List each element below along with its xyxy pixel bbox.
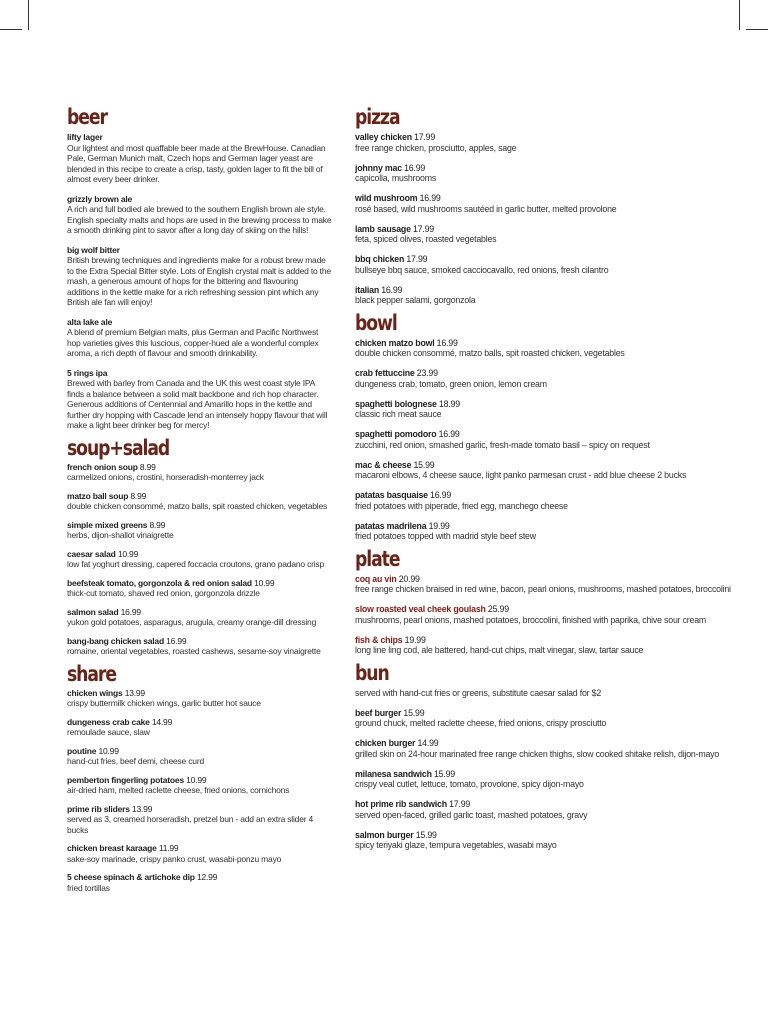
item-price: 12.99 bbox=[196, 872, 218, 882]
item-desc: hand-cut fries, beef demi, cheese curd bbox=[67, 756, 204, 766]
item-desc: spicy teriyaki glaze, tempura vegetables, wasabi mayo bbox=[355, 840, 557, 850]
crop-mark bbox=[739, 0, 740, 30]
item-price: 13.99 bbox=[131, 803, 153, 814]
item-name: coq au vin bbox=[355, 573, 397, 584]
item-desc: mushrooms, pearl onions, mashed potatoes, broccolini, finished with paprika, chive sour cream bbox=[355, 614, 707, 625]
item-name: dungeness crab cake bbox=[67, 716, 150, 727]
menu-item bbox=[355, 285, 750, 306]
menu-item bbox=[355, 460, 750, 481]
item-desc: carmelized onions, crostini, horseradish-monterrey jack bbox=[67, 472, 264, 482]
item-desc: long line ling cod, ale battered, hand-cut chips, malt vinegar, slaw, tartar sauce bbox=[355, 645, 644, 655]
menu-item bbox=[355, 769, 750, 790]
item-price: 8.99 bbox=[130, 490, 147, 501]
menu-item bbox=[67, 520, 332, 541]
item-price: 17.99 bbox=[414, 132, 436, 142]
menu-item bbox=[355, 635, 750, 656]
item-price: 15.99 bbox=[433, 768, 455, 779]
item-name: johnny mac bbox=[355, 162, 402, 173]
item-desc: bullseye bbq sauce, smoked cacciocavallo, red onions, fresh cilantro bbox=[355, 264, 609, 275]
item-price: 17.99 bbox=[412, 223, 434, 234]
item-name: fish & chips bbox=[355, 634, 403, 645]
menu-item bbox=[355, 338, 750, 359]
item-name: salmon salad bbox=[67, 606, 119, 617]
menu-item bbox=[355, 521, 750, 542]
item-name: chicken matzo bowl bbox=[355, 337, 435, 348]
section-title-pizza: pizza bbox=[355, 105, 400, 129]
item-price: 15.99 bbox=[415, 829, 437, 840]
item-price: 16.99 bbox=[381, 284, 403, 295]
crop-mark bbox=[28, 0, 29, 30]
item-price: 16.99 bbox=[438, 429, 460, 439]
menu-item bbox=[355, 830, 750, 851]
section-title-beer: beer bbox=[67, 105, 107, 129]
item-desc: crispy veal cutlet, lettuce, tomato, provolone, spicy dijon-mayo bbox=[355, 779, 584, 789]
item-name: hot prime rib sandwich bbox=[355, 799, 447, 809]
item-price: 10.99 bbox=[186, 774, 207, 785]
item-name: pemberton fingerling potatoes bbox=[67, 774, 184, 785]
menu-item bbox=[67, 368, 332, 431]
crop-mark bbox=[0, 29, 22, 30]
item-name: beefsteak tomato, gorgonzola & red onion salad bbox=[67, 577, 252, 588]
section-plate bbox=[355, 546, 750, 656]
item-price: 17.99 bbox=[406, 254, 428, 264]
menu-item bbox=[67, 688, 332, 709]
item-price: 16.99 bbox=[430, 490, 452, 500]
item-desc: free range chicken, prosciutto, apples, sage bbox=[355, 142, 517, 153]
section-title-plate: plate bbox=[355, 546, 400, 571]
item-desc: macaroni elbows, 4 cheese sauce, light panko parmesan crust - add blue cheese 2 bucks bbox=[355, 470, 687, 480]
menu-left-column bbox=[67, 100, 332, 893]
item-name: valley chicken bbox=[355, 132, 412, 142]
item-desc: dungeness crab, tomato, green onion, lemon cream bbox=[355, 378, 547, 389]
section-intro bbox=[355, 688, 750, 699]
menu-item bbox=[355, 604, 750, 625]
item-desc: fried potatoes topped with madrid style beef stew bbox=[355, 531, 536, 541]
item-desc: fried tortillas bbox=[67, 882, 110, 893]
menu-item bbox=[355, 399, 750, 420]
menu-item bbox=[67, 549, 332, 570]
item-name: crab fettuccine bbox=[355, 368, 415, 378]
item-price: 11.99 bbox=[158, 843, 179, 853]
item-desc: ground chuck, melted raclette cheese, fried onions, crispy prosciutto bbox=[355, 718, 607, 728]
item-name: beef burger bbox=[355, 707, 402, 718]
item-price: 10.99 bbox=[117, 548, 139, 559]
item-name: milanesa sandwich bbox=[355, 768, 432, 779]
item-desc: crispy buttermilk chicken wings, garlic butter hot sauce bbox=[67, 698, 261, 708]
item-name: poutine bbox=[67, 745, 97, 756]
item-desc: served as 3, creamed horseradish, pretzel bun - add an extra slider 4 bucks bbox=[67, 814, 314, 835]
menu-item bbox=[355, 254, 750, 275]
item-desc: classic rich meat sauce bbox=[355, 409, 442, 419]
menu-item bbox=[67, 607, 332, 628]
item-desc: double chicken consommé, matzo balls, spit roasted chicken, vegetables bbox=[355, 348, 625, 358]
item-name: patatas madrilena bbox=[355, 520, 427, 531]
item-name: grizzly brown ale bbox=[67, 193, 133, 204]
item-desc: low fat yoghurt dressing, capered foccacia croutons, grano padano crisp bbox=[67, 559, 325, 569]
item-desc: Our lightest and most quaffable beer made at the BrewHouse. Canadian Pale, German Munich malt, Czech hops and German lager yeast are blended in this recipe to create a crisp, tasty, golden lager to fit the bill of almost every beer drinker. bbox=[67, 142, 326, 184]
item-name: chicken burger bbox=[355, 738, 416, 748]
item-name: simple mixed greens bbox=[67, 519, 148, 530]
menu-item bbox=[67, 872, 332, 893]
item-name: spaghetti bolognese bbox=[355, 398, 437, 409]
item-price: 25.99 bbox=[487, 604, 509, 614]
item-price: 14.99 bbox=[417, 738, 439, 748]
item-desc: sake-soy marinade, crispy panko crust, wasabi-ponzu mayo bbox=[67, 853, 282, 864]
item-name: lifty lager bbox=[67, 132, 103, 142]
item-desc: A blend of premium Belgian malts, plus German and Pacific Northwest hop varieties gives this luscious, copper-hued ale a wonderful complex aroma, a rich depth of flavour and smooth drinkability. bbox=[67, 327, 319, 358]
section-title-bun: bun bbox=[355, 660, 389, 685]
item-name: italian bbox=[355, 284, 380, 295]
menu-item bbox=[67, 578, 332, 599]
item-name: 5 cheese spinach & artichoke dip bbox=[67, 872, 195, 882]
section-bowl bbox=[355, 310, 750, 542]
item-name: patatas basquaise bbox=[355, 490, 428, 500]
item-name: lamb sausage bbox=[355, 223, 411, 234]
section-pizza bbox=[355, 104, 750, 306]
menu-item bbox=[67, 804, 332, 836]
item-name: salmon burger bbox=[355, 829, 414, 840]
menu-item bbox=[355, 490, 750, 511]
item-desc: fried potatoes with piperade, fried egg, manchego cheese bbox=[355, 500, 568, 511]
item-desc: British brewing techniques and ingredients make for a robust brew made to the Extra Special Bitter style. Lots of English crystal malt is added to the mash, a generous amount of hops for the bittering and flavouring additions in the kettle make for a rich refreshing session pint which any British ale fan will enjoy! bbox=[67, 255, 331, 307]
menu-item bbox=[355, 708, 750, 729]
item-name: bbq chicken bbox=[355, 254, 405, 264]
item-price: 13.99 bbox=[124, 687, 145, 698]
crop-mark bbox=[746, 29, 768, 30]
item-desc: air-dried ham, melted raclette cheese, fried onions, cornichons bbox=[67, 785, 290, 795]
section-soup-salad bbox=[67, 435, 332, 657]
item-name: wild mushroom bbox=[355, 193, 418, 203]
item-name: slow roasted veal cheek goulash bbox=[355, 604, 486, 614]
menu-item bbox=[67, 491, 332, 512]
item-name: prime rib sliders bbox=[67, 803, 130, 814]
item-desc: zucchini, red onion, smashed garlic, fresh-made tomato basil – spicy on request bbox=[355, 439, 650, 450]
menu-item bbox=[67, 775, 332, 796]
section-title-soup-salad: soup+salad bbox=[67, 435, 170, 460]
item-name: chicken breast karaage bbox=[67, 843, 157, 853]
menu-item bbox=[355, 224, 750, 245]
menu-item bbox=[355, 429, 750, 450]
item-desc: A rich and full bodied ale brewed to the southern English brown ale style. English specialty malts and hops are used in the brewing process to make a smooth drinking pint to savor after a long day of skiing on the hills! bbox=[67, 204, 332, 235]
item-price: 16.99 bbox=[436, 337, 458, 348]
item-desc: romaine, oriental vegetables, roasted cashews, sesame-soy vinaigrette bbox=[67, 646, 321, 656]
item-desc: black pepper salami, gorgonzola bbox=[355, 295, 476, 305]
item-price: 23.99 bbox=[416, 368, 438, 378]
menu-item bbox=[355, 163, 750, 184]
item-name: bang-bang chicken salad bbox=[67, 635, 164, 646]
item-price: 17.99 bbox=[449, 799, 471, 809]
item-name: 5 rings ipa bbox=[67, 367, 108, 378]
item-desc: rosé based, wild mushrooms sautéed in garlic butter, melted provolone bbox=[355, 203, 617, 214]
menu-item bbox=[67, 132, 332, 185]
item-desc: double chicken consommé, matzo balls, spit roasted chicken, vegetables bbox=[67, 501, 328, 511]
bun-intro-text: served with hand-cut fries or greens, substitute caesar salad for $2 bbox=[355, 687, 602, 698]
item-price: 18.99 bbox=[438, 398, 460, 409]
item-name: chicken wings bbox=[67, 687, 123, 698]
item-price: 15.99 bbox=[413, 459, 435, 470]
section-bun bbox=[355, 660, 750, 851]
item-price: 10.99 bbox=[98, 745, 119, 756]
section-beer bbox=[67, 104, 332, 431]
item-desc: grilled skin on 24-hour marinated free range chicken thighs, slow cooked shitake relish, dijon-mayo bbox=[355, 748, 720, 759]
item-desc: feta, spiced olives, roasted vegetables bbox=[355, 234, 497, 244]
item-name: spaghetti pomodoro bbox=[355, 429, 437, 439]
menu-item bbox=[67, 245, 332, 308]
menu-right-column bbox=[355, 100, 750, 851]
item-price: 19.99 bbox=[404, 634, 426, 645]
item-price: 19.99 bbox=[428, 520, 450, 531]
menu-item bbox=[355, 132, 750, 153]
item-name: matzo ball soup bbox=[67, 490, 129, 501]
item-price: 10.99 bbox=[254, 577, 275, 588]
item-desc: Brewed with barley from Canada and the UK this west coast style IPA finds a balance between a solid malt backbone and rich hop character. Generous additions of Centennial and Amarillo hops in the kettle and further dry hopping with Cascade lend an intensely hoppy flavour that will make a light beer drinker beg for mercy! bbox=[67, 378, 328, 430]
item-price: 20.99 bbox=[398, 573, 420, 584]
item-price: 15.99 bbox=[403, 707, 425, 718]
item-price: 16.99 bbox=[404, 162, 426, 173]
menu-item bbox=[67, 717, 332, 738]
menu-item bbox=[355, 368, 750, 389]
menu-item bbox=[67, 636, 332, 657]
item-desc: herbs, dijon-shallot vinaigrette bbox=[67, 530, 174, 540]
item-name: big wolf bitter bbox=[67, 244, 120, 255]
menu-item bbox=[67, 843, 332, 864]
menu-item bbox=[67, 317, 332, 359]
item-price: 16.99 bbox=[166, 635, 187, 646]
item-price: 8.99 bbox=[139, 461, 156, 472]
item-desc: free range chicken braised in red wine, bacon, pearl onions, mushrooms, mashed potatoes, broccolini bbox=[355, 584, 731, 594]
menu-item bbox=[67, 746, 332, 767]
item-name: caesar salad bbox=[67, 548, 116, 559]
menu-item bbox=[355, 193, 750, 214]
item-desc: capicolla, mushrooms bbox=[355, 173, 437, 183]
menu-item bbox=[67, 194, 332, 236]
item-name: french onion soup bbox=[67, 461, 138, 472]
section-share bbox=[67, 661, 332, 894]
item-price: 8.99 bbox=[149, 519, 166, 530]
section-title-share: share bbox=[67, 661, 116, 686]
item-desc: thick-cut tomato, shaved red onion, gorgonzola drizzle bbox=[67, 588, 260, 598]
item-name: alta lake ale bbox=[67, 316, 113, 327]
menu-item bbox=[355, 738, 750, 759]
item-desc: remoulade sauce, slaw bbox=[67, 727, 150, 737]
item-price: 14.99 bbox=[151, 716, 173, 727]
item-price: 16.99 bbox=[419, 193, 441, 203]
item-desc: yukon gold potatoes, asparagus, arugula, creamy orange-dill dressing bbox=[67, 617, 317, 627]
menu-item bbox=[355, 574, 750, 595]
item-price: 16.99 bbox=[120, 606, 141, 617]
menu-item bbox=[67, 462, 332, 483]
menu-item bbox=[355, 799, 750, 820]
section-title-bowl: bowl bbox=[355, 310, 397, 335]
item-desc: served open-faced, grilled garlic toast, mashed potatoes, gravy bbox=[355, 809, 588, 820]
item-name: mac & cheese bbox=[355, 459, 412, 470]
